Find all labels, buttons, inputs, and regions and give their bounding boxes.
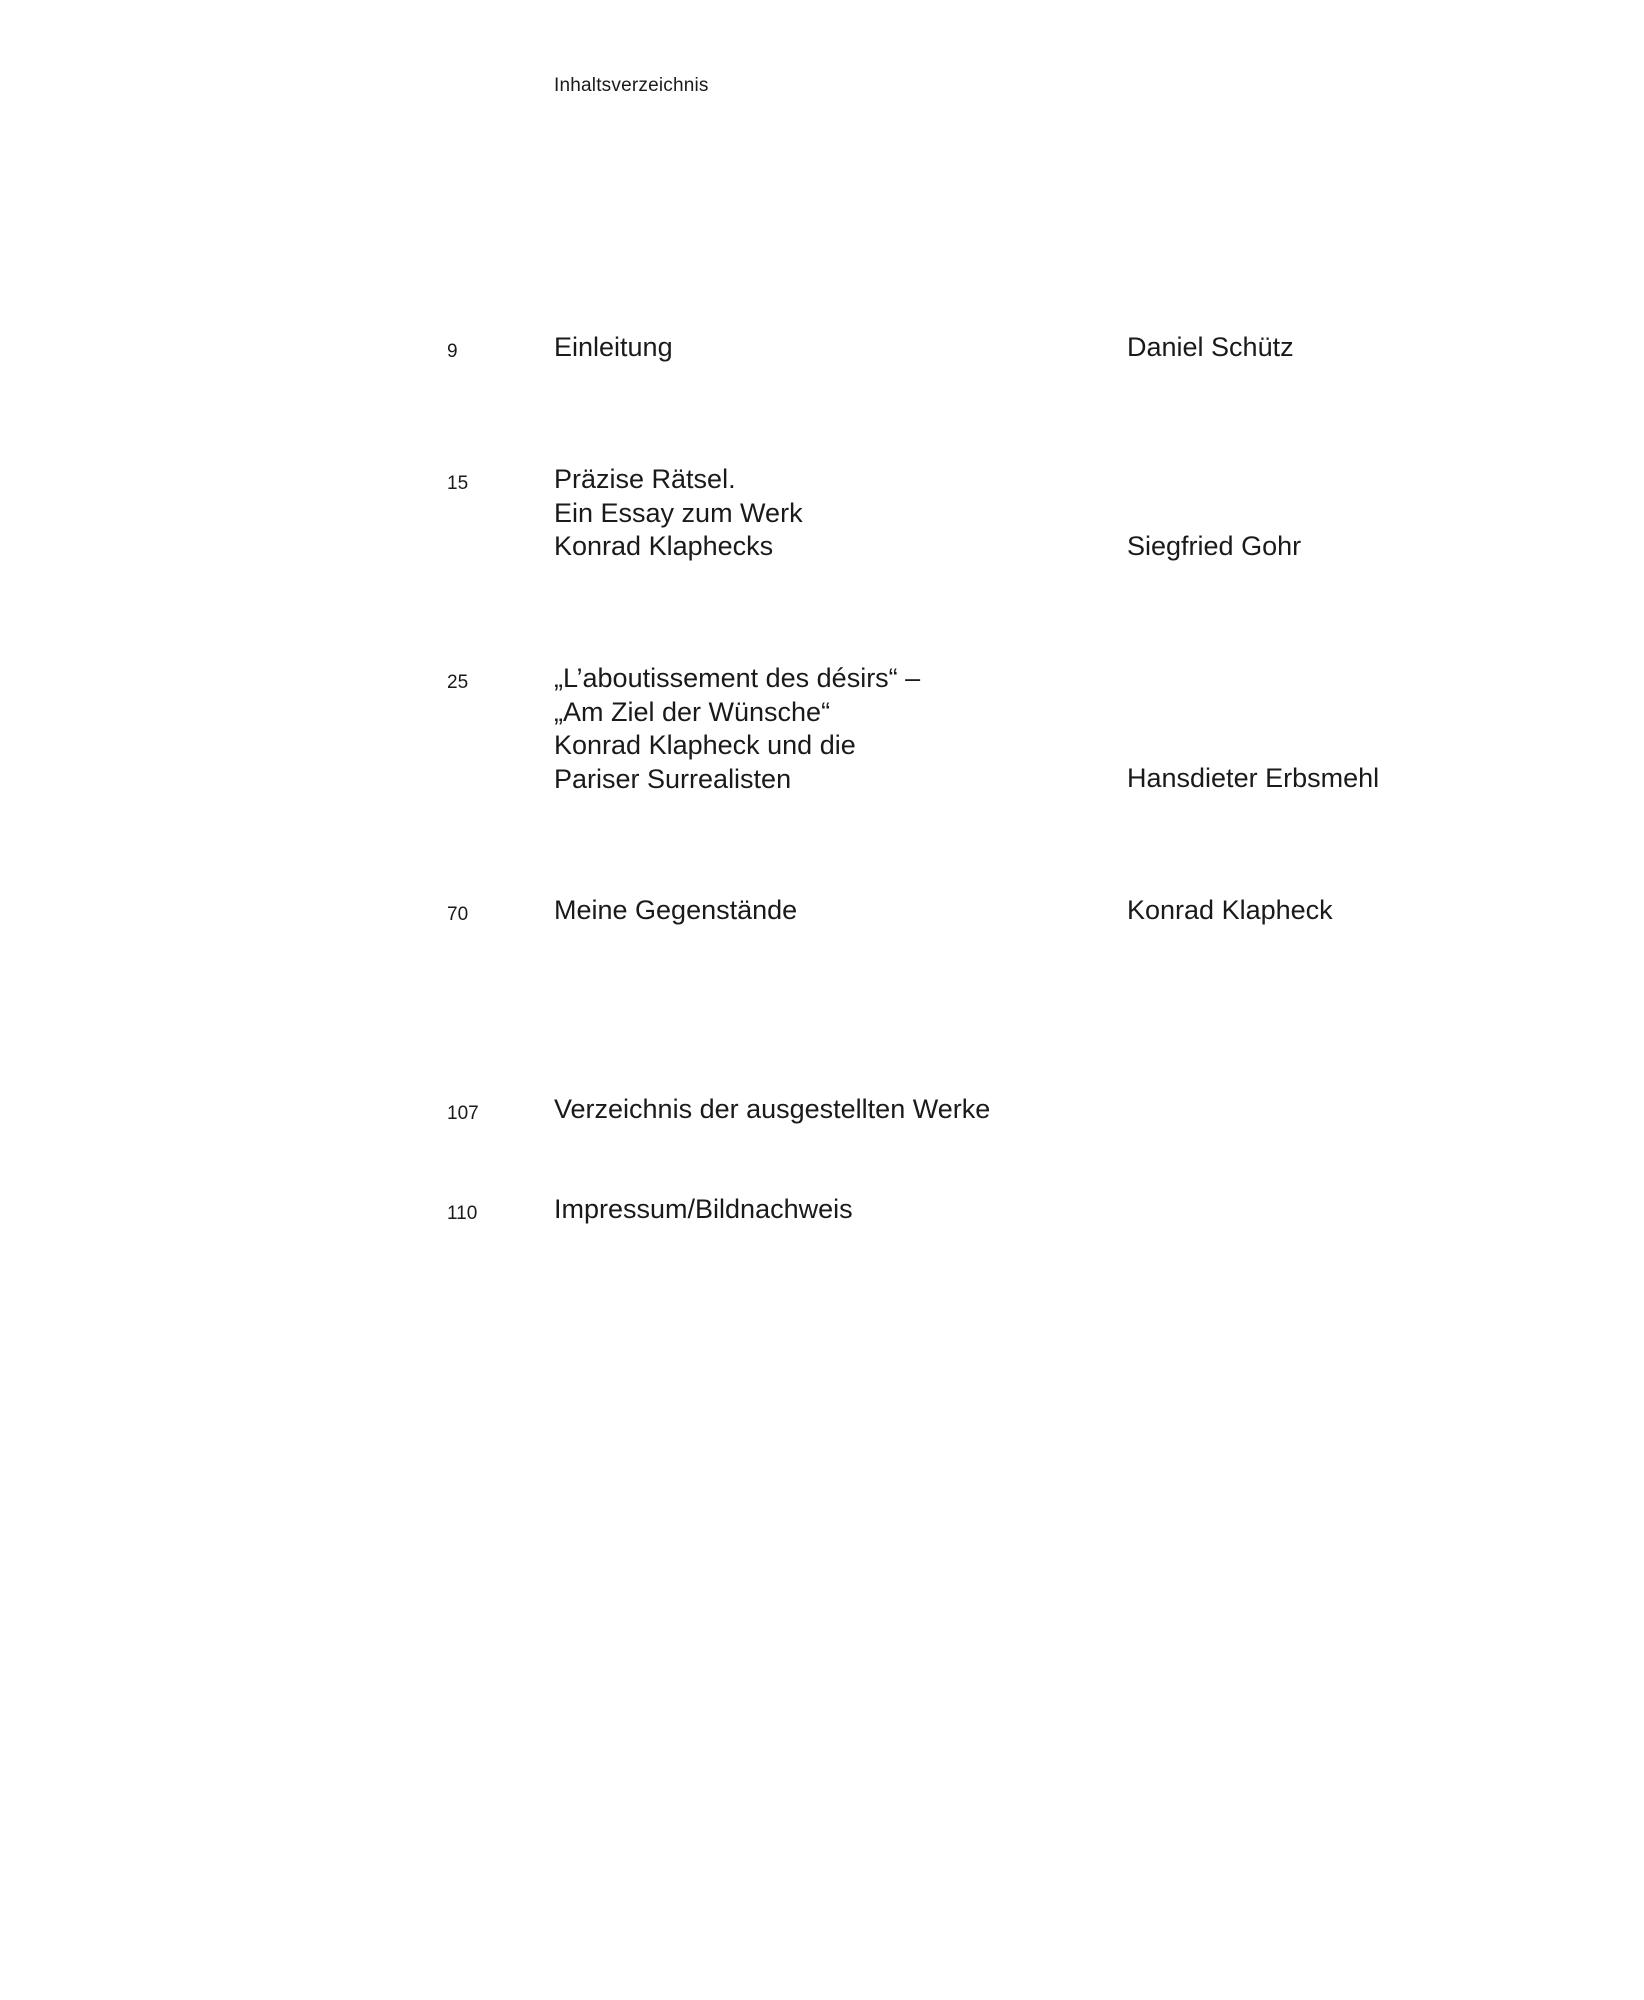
toc-page-number: 107 — [447, 1103, 479, 1124]
page-heading: Inhaltsverzeichnis — [554, 75, 709, 96]
toc-title-line: Ein Essay zum Werk — [554, 497, 803, 528]
toc-page-number: 25 — [447, 672, 469, 693]
toc-title-line: „L’aboutissement des désirs“ – — [554, 663, 921, 693]
toc-title — [554, 662, 920, 796]
toc-title-line: Pariser Surrealisten — [554, 763, 792, 794]
toc-title-line: Impressum/Bildnachweis — [554, 1194, 853, 1224]
toc-title-line: Konrad Klapheck und die — [554, 730, 856, 760]
toc-page-number: 15 — [447, 473, 469, 494]
toc-title-line: „Am Ziel der Wünsche“ — [554, 696, 831, 727]
toc-title-line: Einleitung — [554, 332, 673, 362]
toc-author: Daniel Schütz — [1127, 332, 1294, 362]
toc-title-line: Verzeichnis der ausgestellten Werke — [554, 1094, 991, 1124]
toc-title-line: Präzise Rätsel. — [554, 464, 736, 494]
toc-title — [554, 1193, 853, 1227]
toc-title — [554, 331, 673, 365]
toc-title — [554, 894, 797, 928]
toc-page-number: 110 — [447, 1203, 478, 1224]
toc-page-number: 70 — [447, 904, 469, 925]
toc-author: Siegfried Gohr — [1127, 531, 1302, 561]
toc-title-line: Konrad Klaphecks — [554, 531, 774, 561]
toc-title-line: Meine Gegenstände — [554, 895, 798, 925]
toc-page-number: 9 — [447, 341, 458, 362]
toc-title — [554, 463, 803, 564]
toc-author: Hansdieter Erbsmehl — [1127, 763, 1380, 793]
toc-title — [554, 1093, 990, 1127]
toc-author: Konrad Klapheck — [1127, 895, 1333, 925]
